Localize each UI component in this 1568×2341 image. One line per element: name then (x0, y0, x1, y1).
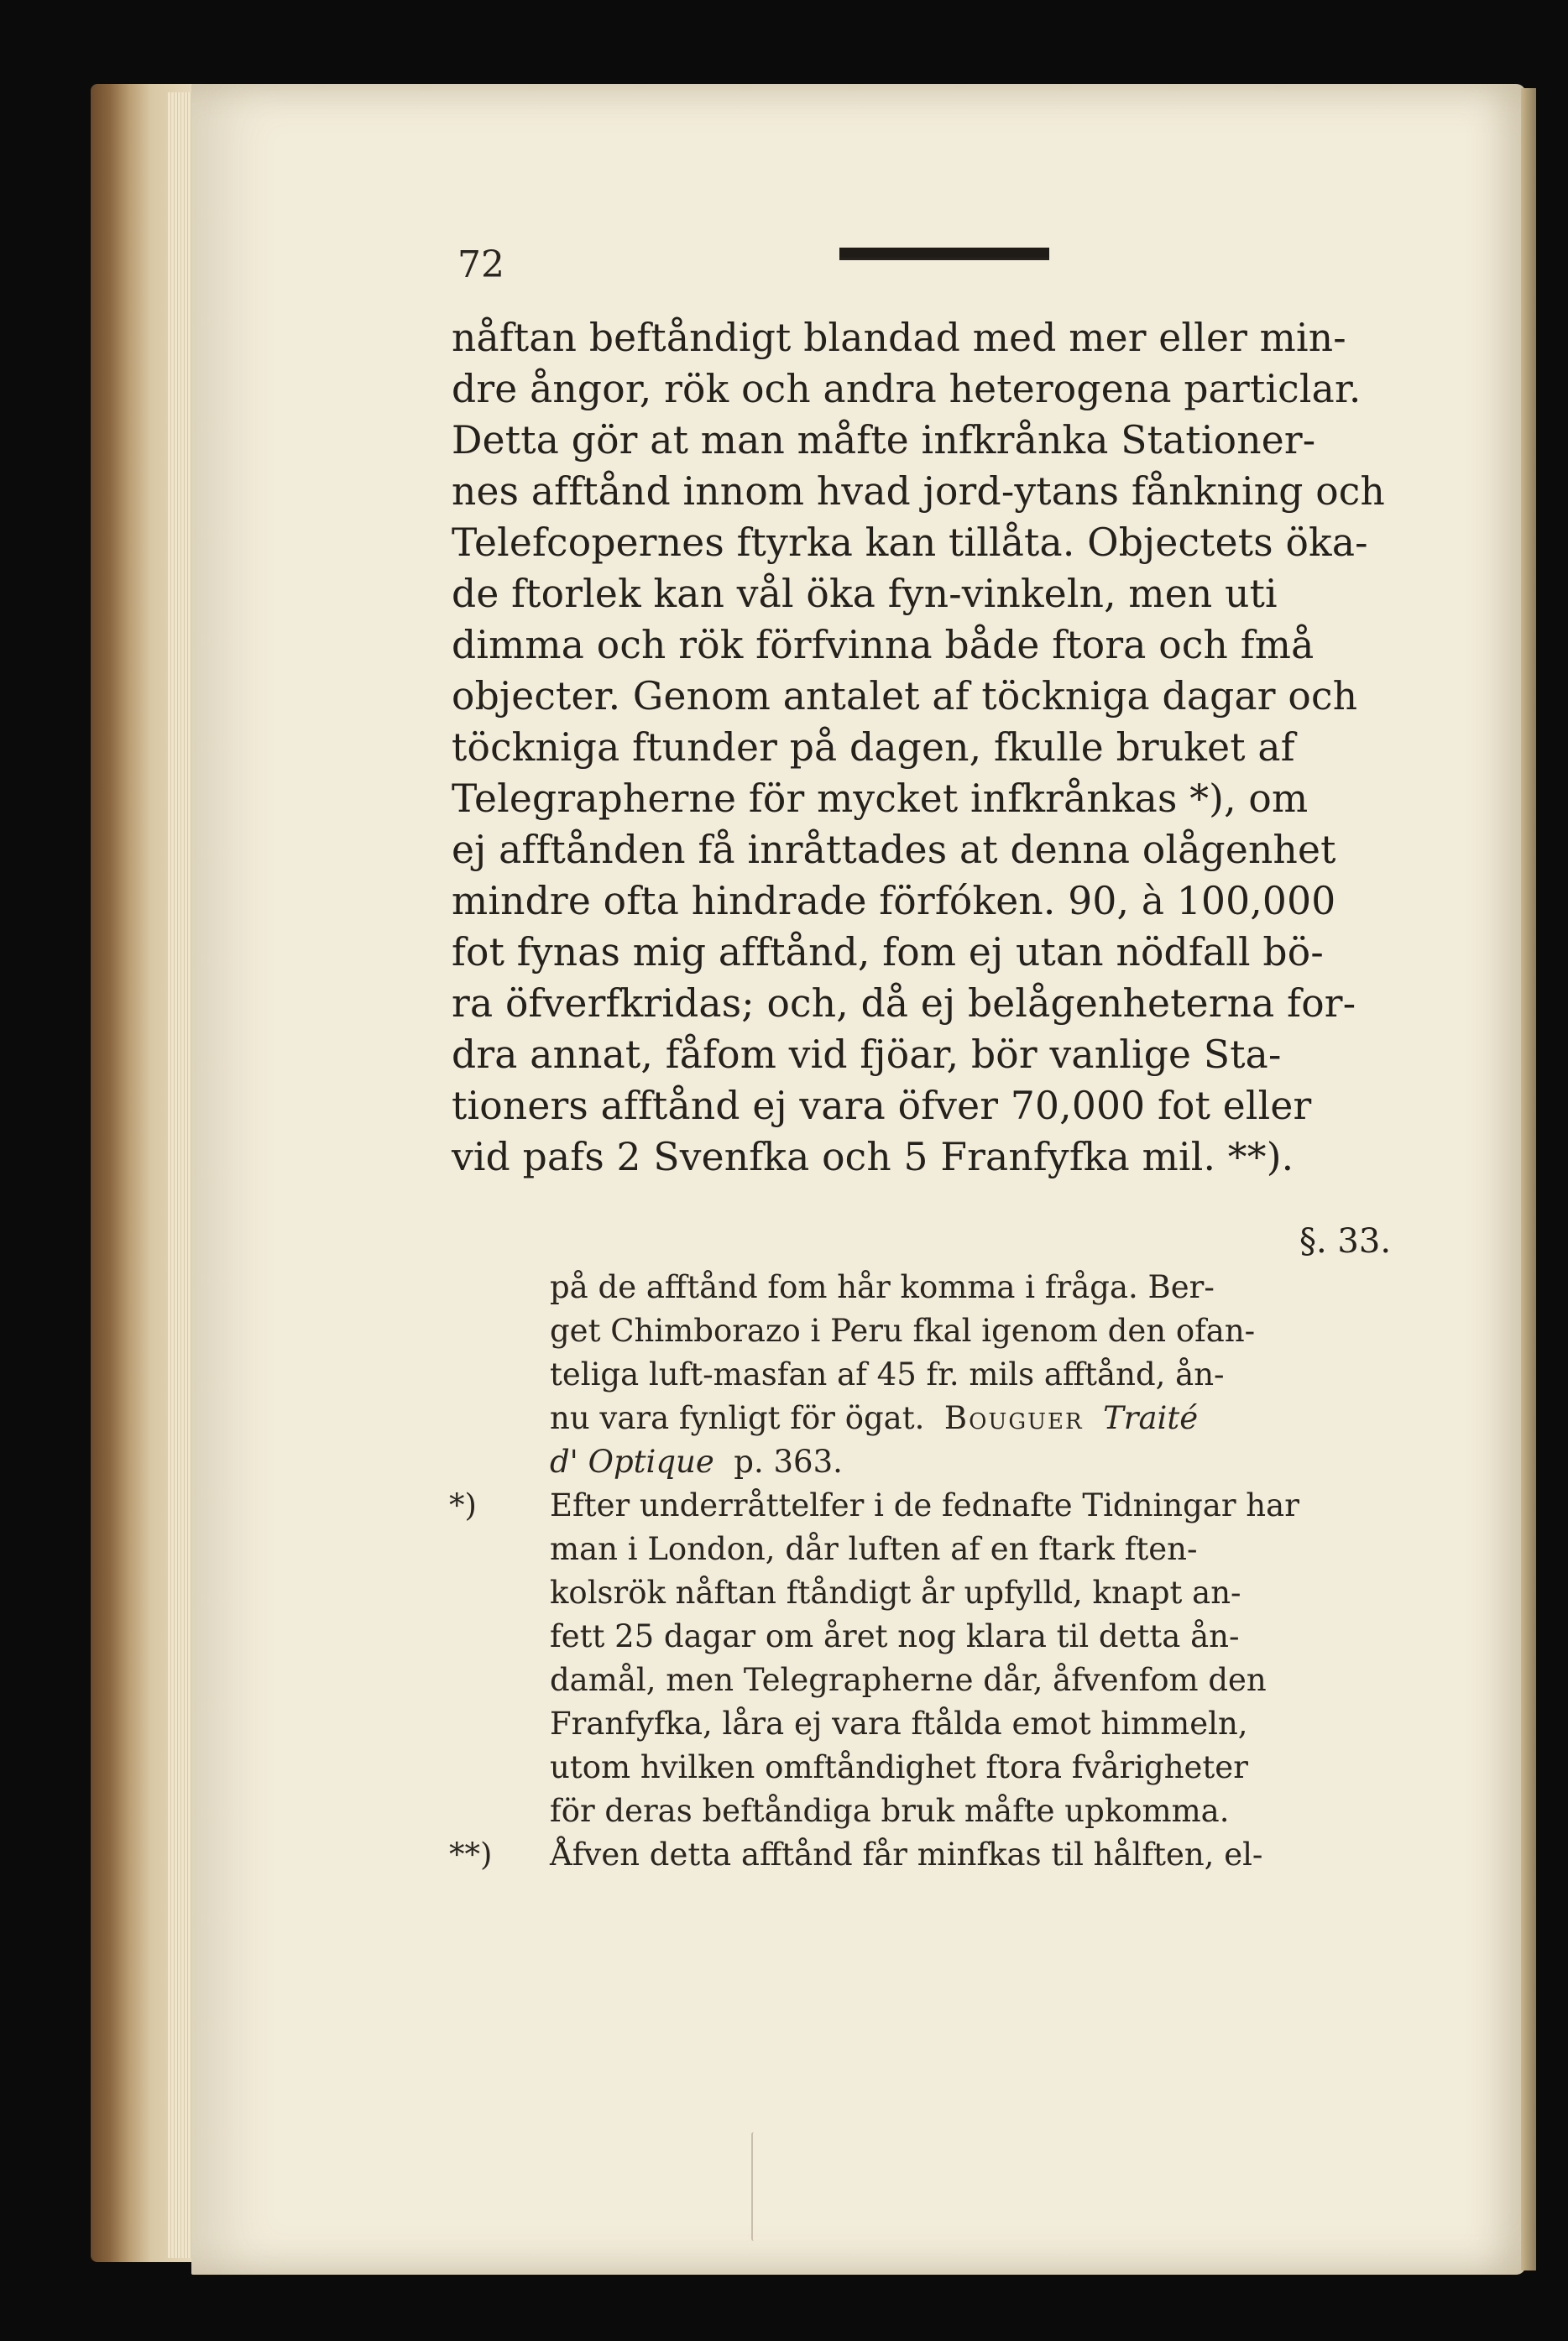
section-reference: §. 33. (1299, 1222, 1392, 1261)
text-line: ra öfverfkridas; och, då ej belågenheterna for- (452, 981, 1356, 1026)
text-line: dra annat, fåfom vid fjöar, bör vanlige Sta- (452, 1032, 1282, 1077)
text-line: dre ångor, rök och andra heterogena particlar. (452, 367, 1362, 411)
head-ornament-rule (839, 248, 1049, 260)
footnote-line: kolsrök nåftan ftåndigt år upfylld, knapt an- (550, 1575, 1241, 1611)
footnote-line: Franfyfka, låra ej vara ftålda emot himmeln, (550, 1706, 1248, 1742)
text-line: nes afftånd innom hvad jord-ytans fånkning och (452, 469, 1385, 514)
citation-title: Traité (1103, 1400, 1199, 1436)
text-line: vid pafs 2 Svenfka och 5 Franfyfka mil. **). (452, 1135, 1294, 1179)
citation-title-cont: d' Optique (550, 1444, 714, 1480)
footnote-marker: **) (449, 1837, 493, 1873)
note-text: nu vara fynligt för ögat. (550, 1400, 925, 1436)
text-line: Telegrapherne för mycket infkrånkas *), om (452, 776, 1309, 821)
text-line: fot fynas mig afftånd, fom ej utan nödfall bö- (452, 930, 1324, 975)
text-line: ej afftånden få inråttades at denna olågenhet (452, 828, 1336, 872)
footnote-line: för deras beftåndiga bruk måfte upkomma. (550, 1793, 1230, 1829)
footnote-marker: *) (449, 1487, 477, 1523)
footnotes (449, 1266, 1448, 1877)
text-line: mindre ofta hindrade förfóken. 90, à 100,000 (452, 879, 1336, 923)
citation-page: p. 363. (734, 1444, 843, 1480)
note-line: teliga luft-masfan af 45 fr. mils afftånd, ån- (550, 1356, 1225, 1393)
note-line (449, 1440, 1448, 1484)
citation-author: Bouguer (943, 1400, 1084, 1436)
text-line: de ftorlek kan vål öka fyn-vinkeln, men uti (452, 572, 1278, 616)
note-line: på de afftånd fom hår komma i fråga. Ber- (550, 1269, 1215, 1305)
text-line: nåftan beftåndigt blandad med mer eller min- (452, 316, 1346, 360)
footnote-line (449, 1833, 1448, 1877)
footnote-text: Åfven detta afftånd får minfkas til hålften, el- (550, 1837, 1263, 1873)
page-number: 72 (457, 243, 504, 286)
footnote-text: Efter underråttelfer i de fednafte Tidningar har (550, 1487, 1299, 1523)
text-line: tioners afftånd ej vara öfver 70,000 fot eller (452, 1084, 1312, 1128)
page-gutter-shadow (1521, 88, 1536, 2270)
text-line: dimma och rök förfvinna både ftora och fmå (452, 623, 1315, 667)
note-line (449, 1397, 1448, 1440)
footnote-line: damål, men Telegrapherne dår, åfvenfom den (550, 1662, 1267, 1698)
footnote-line: utom hvilken omftåndighet ftora fvårigheter (550, 1749, 1248, 1785)
note-line: get Chimborazo i Peru fkal igenom den ofan- (550, 1313, 1256, 1349)
text-line: Detta gör at man måfte infkrånka Stationer- (452, 418, 1316, 462)
footnote-line (449, 1484, 1448, 1528)
text-line: töckniga ftunder på dagen, fkulle bruket af (452, 725, 1295, 770)
text-line: Telefcopernes ftyrka kan tillåta. Objectets öka- (452, 520, 1368, 565)
footnote-line: man i London, dår luften af en ftark ften- (550, 1531, 1198, 1567)
main-text (452, 312, 1434, 1183)
paper-mark (751, 2132, 756, 2241)
text-line: objecter. Genom antalet af töckniga dagar och (452, 674, 1358, 718)
footnote-line: fett 25 dagar om året nog klara til detta ån- (550, 1618, 1240, 1654)
